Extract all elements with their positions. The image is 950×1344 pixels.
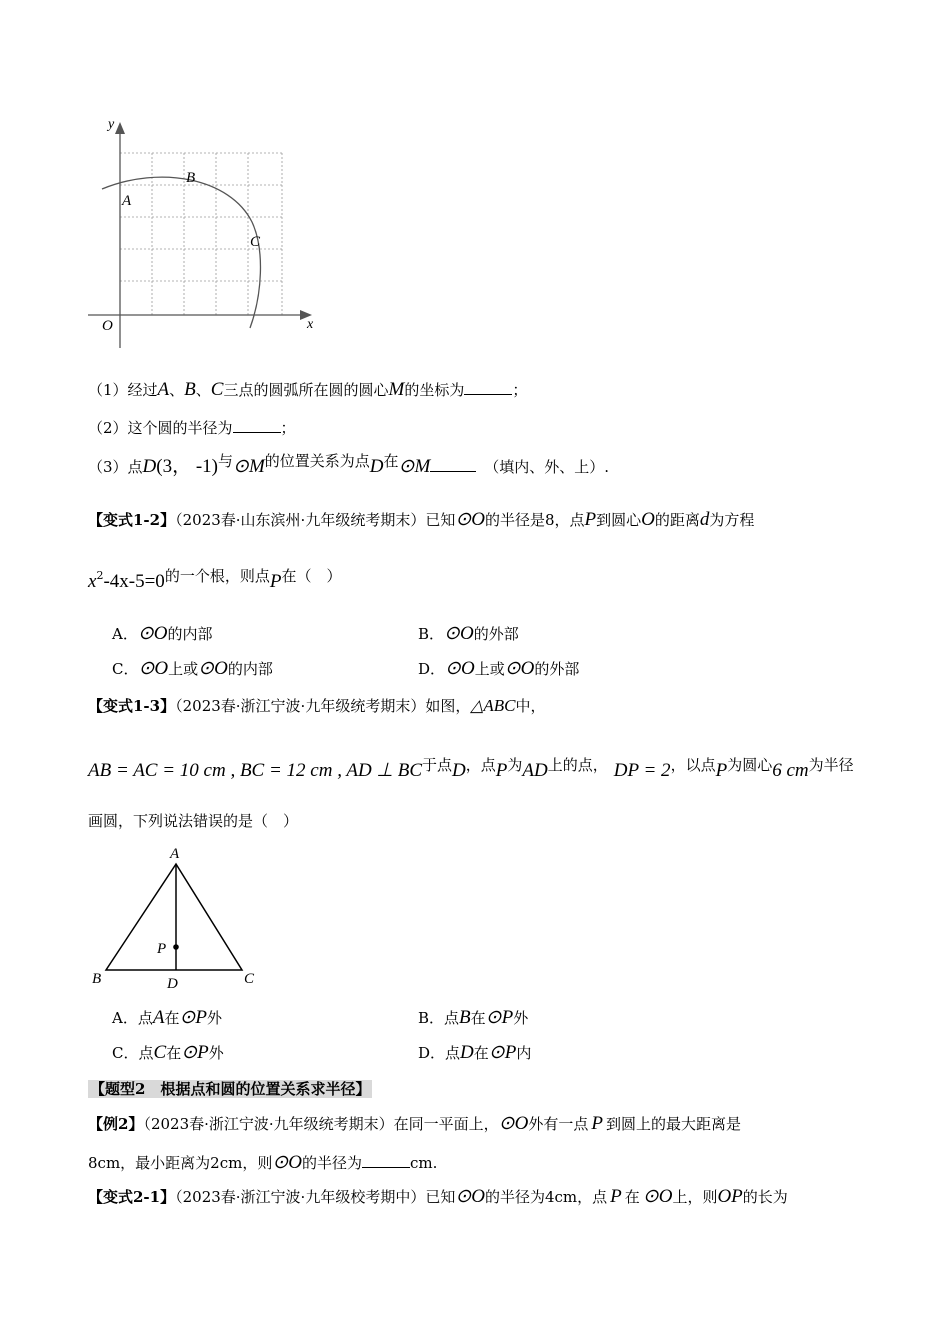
origin-label: O [102, 318, 113, 334]
point-p-label: P [157, 941, 167, 957]
x-axis-label: x [307, 317, 314, 332]
section-heading: 【题型2 根据点和圆的位置关系求半径】 [90, 1080, 371, 1098]
option-a[interactable]: A．点A在⊙P外 [112, 1007, 223, 1028]
answer-blank [362, 1153, 410, 1168]
option-c[interactable]: C．⊙O上或⊙O的内部 [112, 658, 273, 679]
option-b[interactable]: B．点B在⊙P外 [418, 1007, 529, 1028]
point-b-label: B [186, 170, 196, 186]
answer-blank [233, 418, 281, 433]
coordinate-graph [80, 110, 330, 355]
q1-part3: （3）点D(3， -1)与⊙M的位置关系为点D在⊙M （填内、外、上）. [88, 452, 610, 477]
variant-2-1-stem: 【变式2-1】（2023春·浙江宁波·九年级校考期中）已知⊙O的半径为4cm，点 P 在 ⊙O上，则OP的长为 [88, 1186, 788, 1207]
variant-1-2-equation: $x^2-4x-5=0$的一个根，则点P在（ ） [88, 567, 342, 592]
vertex-b-label: B [92, 971, 102, 987]
example-2-line2: 8cm，最小距离为2cm，则⊙O的半径为 cm. [88, 1152, 438, 1173]
y-axis-label: y [108, 117, 115, 132]
variant-1-2-stem: 【变式1-2】（2023春·山东滨州·九年级统考期末）已知⊙O的半径是8，点P到圆心O的距离d为方程 [88, 509, 755, 530]
point-c-label: C [250, 234, 261, 250]
q1-part2: （2）这个圆的半径为 ； [88, 419, 296, 437]
answer-blank [430, 461, 476, 472]
vertex-c-label: C [244, 971, 255, 987]
variant-1-3-question: 画圆，下列说法错误的是（ ） [88, 812, 299, 830]
point-d-label: D [167, 976, 178, 990]
option-c[interactable]: C．点C在⊙P外 [112, 1042, 224, 1063]
option-d[interactable]: D．⊙O上或⊙O的外部 [418, 658, 580, 679]
answer-blank [464, 380, 512, 395]
vertex-a-label: A [170, 846, 180, 862]
option-b[interactable]: B．⊙O的外部 [418, 623, 519, 644]
option-a[interactable]: A．⊙O的内部 [112, 623, 213, 644]
example-2-stem: 【例2】（2023春·浙江宁波·九年级统考期末）在同一平面上，⊙O外有一点 P 到圆上的最大距离是 [88, 1113, 741, 1134]
variant-1-3-condition: AB = AC = 10 cm , BC = 12 cm , AD ⊥ BC于点D，点P为AD上的点， DP = 2，以点P为圆心6 cm为半径 [88, 756, 854, 781]
option-d[interactable]: D．点D在⊙P内 [418, 1042, 532, 1063]
variant-1-3-stem: 【变式1-3】（2023春·浙江宁波·九年级统考期末）如图，△ABC中， [88, 696, 546, 715]
point-a-label: A [122, 193, 132, 209]
q1-part1: （1）经过A、B、C三点的圆弧所在圆的圆心M的坐标为 ； [88, 379, 528, 400]
triangle-figure [88, 840, 268, 990]
